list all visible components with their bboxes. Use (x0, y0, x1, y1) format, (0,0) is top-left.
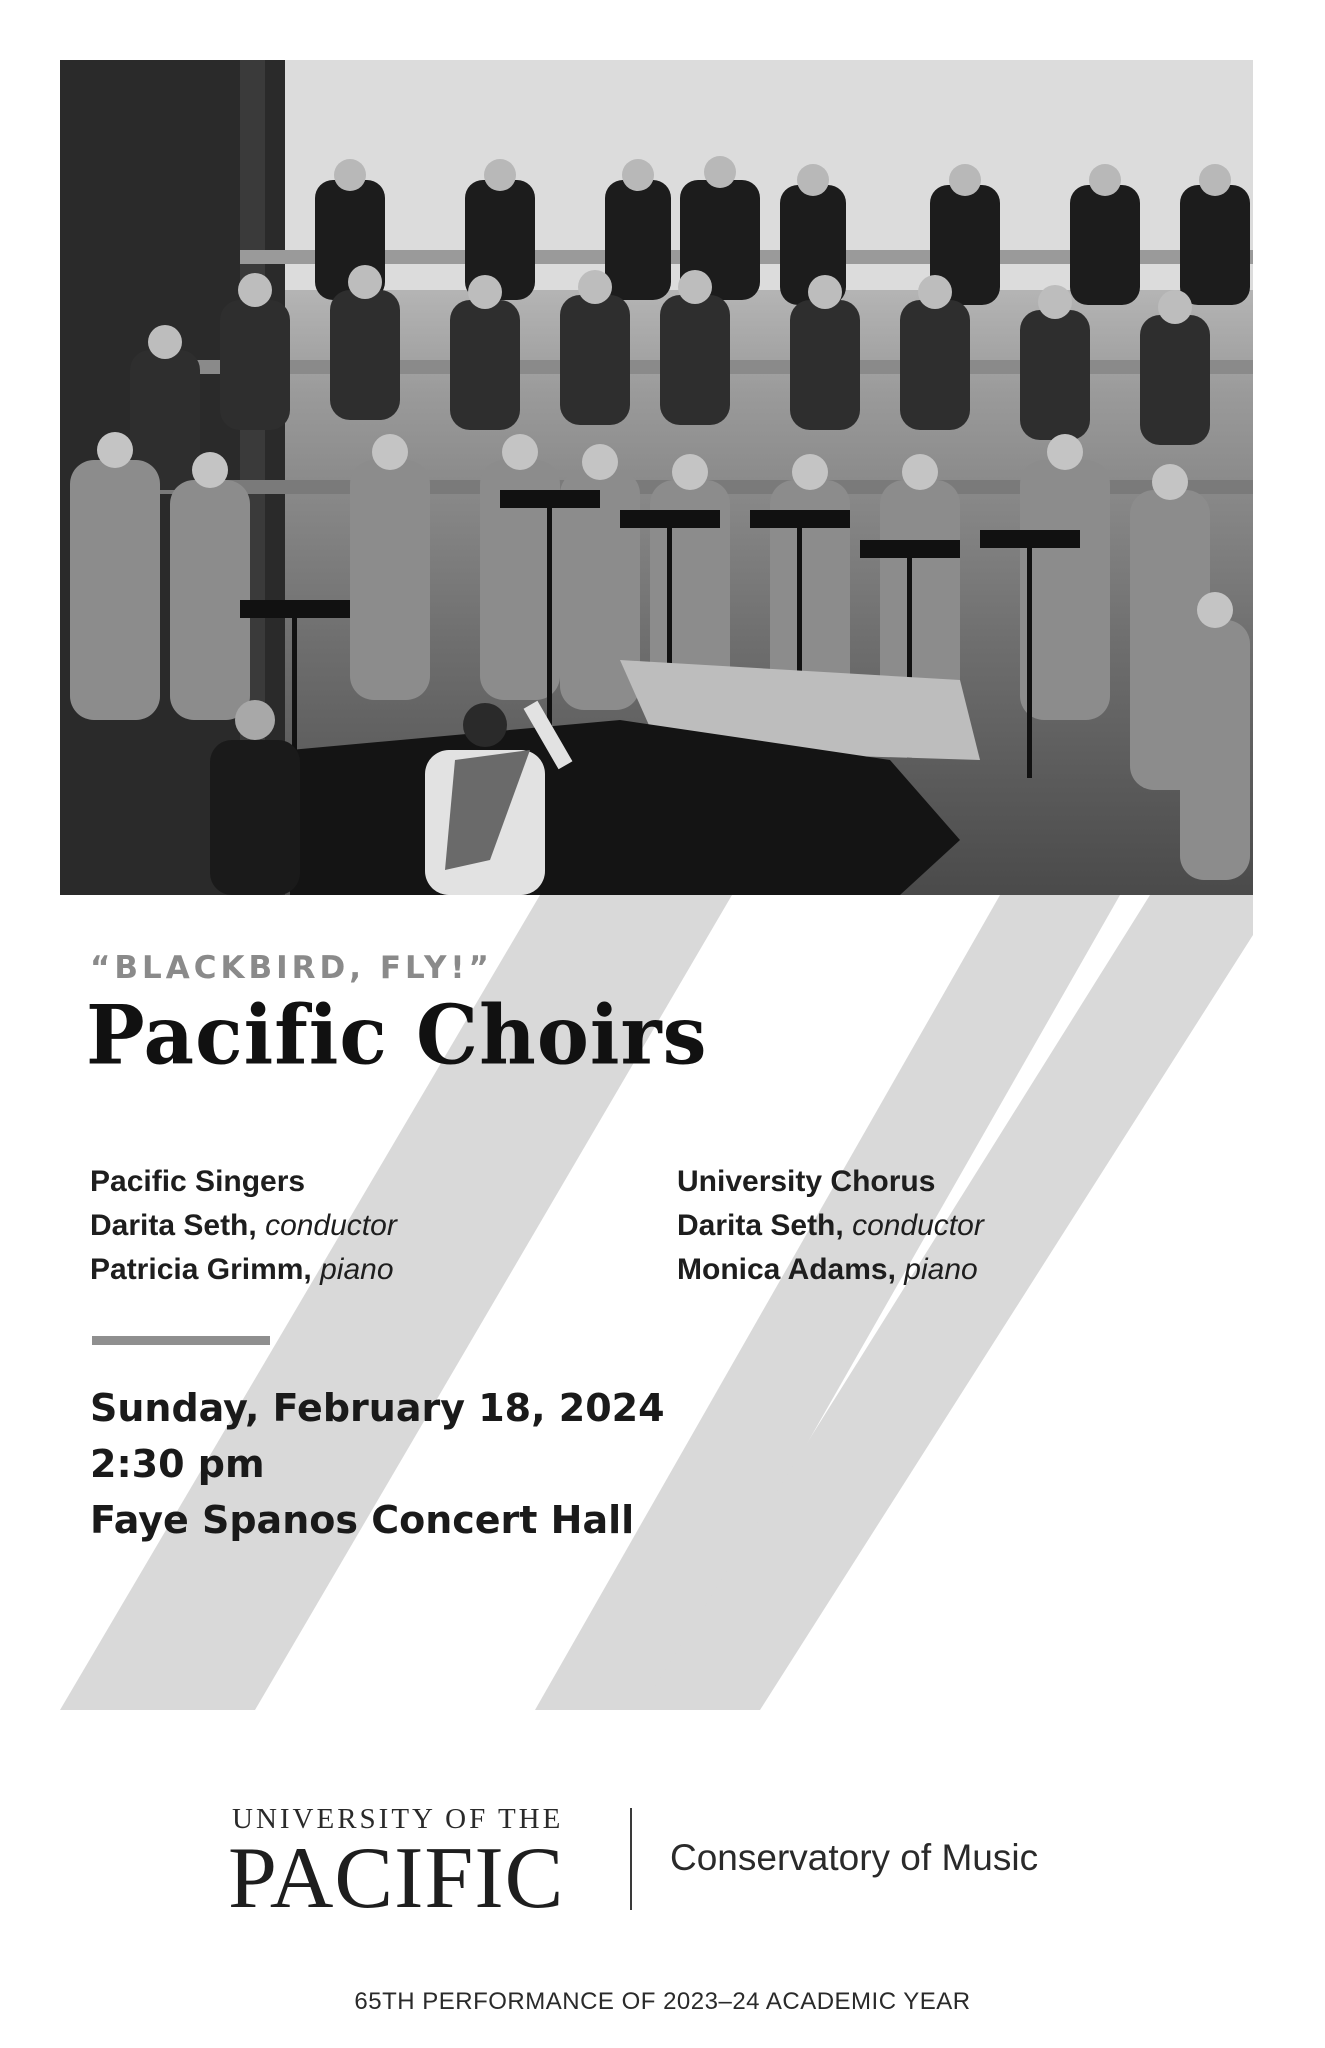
pianist-name: Monica Adams, (677, 1253, 896, 1286)
performance-count-footer: 65TH PERFORMANCE OF 2023–24 ACADEMIC YEAR (354, 1988, 971, 2015)
university-logo-line1: UNIVERSITY OF THE (232, 1803, 564, 1835)
conductor-role: conductor (852, 1209, 984, 1242)
event-time: 2:30 pm (90, 1442, 265, 1486)
choir-photo (60, 60, 1253, 895)
event-venue: Faye Spanos Concert Hall (90, 1498, 635, 1542)
conductor-name: Darita Seth, (90, 1209, 257, 1242)
pianist-role: piano (904, 1253, 978, 1286)
ensemble-credits-1 (90, 1160, 397, 1292)
concert-title: Pacific Choirs (86, 987, 708, 1084)
choir-photo-illustration (60, 60, 1253, 895)
divider-rule (92, 1336, 270, 1345)
pianist-role: piano (320, 1253, 394, 1286)
ensemble-name: University Chorus (677, 1165, 936, 1198)
ensemble-credits-2 (677, 1160, 984, 1292)
conductor-role: conductor (265, 1209, 397, 1242)
event-details (90, 1380, 665, 1548)
pianist-name: Patricia Grimm, (90, 1253, 312, 1286)
logo-divider (630, 1808, 632, 1910)
event-date: Sunday, February 18, 2024 (90, 1386, 665, 1430)
university-logo-wordmark: PACIFIC (228, 1830, 565, 1927)
concert-subtitle: “BLACKBIRD, FLY!” (90, 950, 493, 986)
ensemble-name: Pacific Singers (90, 1165, 306, 1198)
conductor-name: Darita Seth, (677, 1209, 844, 1242)
department-name: Conservatory of Music (670, 1837, 1039, 1878)
